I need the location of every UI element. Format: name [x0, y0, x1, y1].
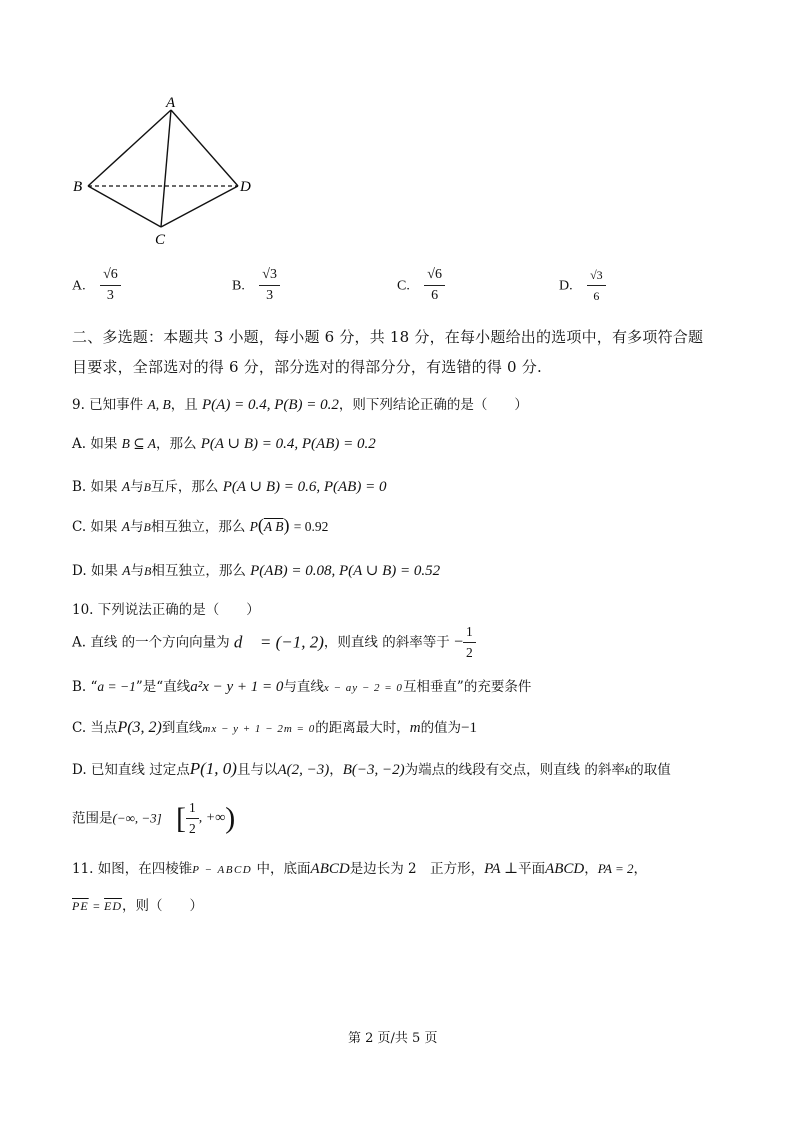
q9-option-d-var-a: A: [122, 563, 131, 578]
q9-option-c-text-2: 与: [129, 519, 144, 535]
q10-option-c-m: m: [409, 720, 421, 736]
q10-option-a: [72, 623, 476, 662]
q10-option-b-line1: a²x − y + 1 = 0: [190, 679, 284, 695]
edge-bc: [88, 186, 161, 227]
q10-option-c-line: mx − y + 1 − 2m = 0: [202, 723, 316, 735]
section-heading-line2: 目要求，全部选对的得 6 分，部分选对的得部分分，有选错的得 0 分.: [72, 358, 542, 376]
fraction-denominator: 6: [593, 289, 600, 303]
q10-option-a-sign: −: [454, 633, 464, 651]
q11-plane: ABCD: [545, 861, 585, 877]
q9-option-c-text: C. 如果: [72, 519, 118, 535]
q10-option-c-text-4: 的值为: [420, 720, 462, 736]
q10-option-a-fraction: [463, 623, 476, 662]
q10-option-b-text: B. “: [72, 679, 98, 695]
q9-option-c: C. 如果 A与B相互独立，那么 P(A B) = 0.92: [72, 515, 329, 535]
q9-events: A, B: [147, 397, 171, 412]
q10-option-d-text-6: 范围是: [72, 810, 113, 827]
q10-option-c-value: −1: [461, 720, 478, 736]
q10-option-d-text-5: 的取值: [630, 762, 671, 778]
q10-option-d-fraction: [186, 799, 199, 838]
edge-ab: [88, 110, 171, 186]
q9-option-c-p: P: [249, 519, 258, 534]
q10-option-a-text-2: ，则直线 的斜率等于: [323, 634, 450, 651]
q11-stem-line2: [72, 894, 203, 914]
q9-option-b-math: P(A ∪ B) = 0.6, P(AB) = 0: [222, 479, 387, 495]
vertex-label-a: A: [166, 95, 176, 111]
q9-stem-text-2: ，且: [170, 397, 198, 413]
q8-option-b: [232, 266, 280, 305]
q9-option-b-text-2: 与: [130, 479, 144, 495]
q9-stem: [72, 393, 528, 414]
fraction-denominator: 3: [106, 288, 114, 303]
q9-option-b-var-b: B: [143, 480, 151, 494]
q9-option-d-var-b: B: [143, 564, 152, 578]
option-label: C.: [397, 278, 410, 294]
q11-text-4: 平面: [518, 861, 546, 877]
option-label: A.: [72, 278, 86, 294]
q10-option-c-text-2: 到直线: [161, 720, 203, 736]
q9-stem-text-3: ，则下列结论正确的是（ ）: [338, 397, 528, 413]
q11-text-6: ，: [633, 861, 647, 877]
q11-text: 11. 如图，在四棱锥: [72, 861, 193, 877]
q9-option-c-var-b: B: [143, 520, 151, 534]
q11-base: ABCD: [310, 861, 350, 877]
q10-option-d-range1: (−∞, −3]: [112, 810, 162, 826]
fraction-numerator: 1: [186, 799, 199, 819]
q8-option-c: [397, 266, 445, 305]
q10-option-b-condition: a = −1: [97, 679, 136, 694]
fraction: [259, 266, 280, 305]
q9-option-c-complement: A B: [263, 519, 284, 534]
q10-option-c: [72, 716, 477, 737]
q11-text-2: 中，底面: [256, 861, 311, 877]
q10-option-b-text-2: ”是“直线: [135, 679, 191, 695]
q10-option-d-text: D. 已知直线 过定点: [72, 762, 190, 778]
fraction-numerator: √6: [100, 266, 121, 286]
section-heading-line1: 二、多选题：本题共 3 小题，每小题 6 分，共 18 分，在每小题给出的选项中，有多项符合题: [72, 328, 704, 346]
q9-option-a-condition: B ⊆ A: [121, 436, 156, 451]
q9-option-b-text-3: 互斥，那么: [150, 479, 219, 495]
q9-option-c-var-a: A: [121, 519, 130, 534]
q9-option-d-text-2: 与: [130, 563, 144, 579]
fraction: [587, 266, 606, 305]
vertex-label-b: B: [73, 179, 83, 195]
q10-option-d-range2: , +∞: [198, 810, 226, 826]
fraction-numerator: 1: [463, 623, 476, 643]
q9-option-c-value: = 0.92: [293, 519, 329, 534]
q11-text-5: ，: [584, 861, 598, 877]
q10-option-b-line2: x − ay − 2 = 0: [323, 682, 403, 694]
q10-option-d-text-4: 为端点的线段有交点，则直线 的斜率: [404, 762, 625, 778]
option-label: D.: [559, 278, 573, 294]
vertex-label-c: C: [155, 232, 166, 248]
q11-perpendicular: PA ⊥: [484, 861, 519, 877]
q9-option-c-text-3: 相互独立，那么: [150, 519, 246, 535]
q9-option-b-text: B. 如果: [72, 479, 118, 495]
vertex-label-d: D: [240, 179, 251, 195]
q10-option-c-point: P(3, 2): [117, 719, 162, 736]
q10-option-d-line2: 范围是(−∞, −3] [ $\frac{1}{2}$ , +∞): [72, 800, 236, 836]
q11-text-3: 是边长为 2 正方形，: [349, 861, 485, 877]
q11-vector-pe: $\overline{PE}$: [72, 899, 89, 913]
q9-given-probabilities: P(A) = 0.4, P(B) = 0.2: [202, 397, 339, 413]
q10-option-a-text: A. 直线 的一个方向向量为: [72, 634, 230, 651]
option-label: B.: [232, 278, 245, 294]
q10-option-d-point-b: B(−3, −2): [342, 762, 405, 778]
q11-equals: =: [92, 899, 100, 913]
edge-cd: [161, 186, 238, 227]
tetrahedron-figure: [60, 90, 270, 255]
edge-ad: [171, 110, 238, 186]
q11-stem-line1: [72, 857, 647, 878]
fraction: [100, 266, 121, 305]
fraction-denominator: 2: [189, 821, 196, 836]
q9-option-a-math: P(A ∪ B) = 0.4, P(AB) = 0.2: [200, 436, 376, 452]
fraction: [424, 266, 445, 305]
q9-stem-text: 9. 已知事件: [72, 397, 144, 413]
q10-option-d-text-3: ，: [329, 762, 343, 778]
fraction-denominator: 2: [466, 645, 473, 660]
page-footer: 第 2 页/共 5 页: [348, 1031, 438, 1046]
q9-option-d-text: D. 如果: [72, 563, 118, 579]
q10-option-a-vector: d⃗ = (−1, 2): [233, 632, 324, 652]
fraction-numerator: √3: [259, 266, 280, 286]
q9-option-d: [72, 559, 440, 580]
q8-option-d: [559, 266, 606, 305]
q9-option-b: [72, 475, 386, 496]
q11-pa-length: PA = 2: [597, 861, 634, 876]
q10-option-d-k: k: [624, 763, 631, 777]
fraction-numerator: √3: [587, 266, 606, 286]
edge-ac: [161, 110, 171, 227]
q10-stem: 10. 下列说法正确的是（ ）: [72, 602, 260, 618]
q11-vector-ed: $\overline{ED}$: [104, 899, 123, 913]
fraction-denominator: 3: [266, 288, 274, 303]
q8-option-a: [72, 266, 121, 305]
q10-option-b-text-3: 与直线: [283, 679, 324, 695]
q9-option-d-math: P(AB) = 0.08, P(A ∪ B) = 0.52: [250, 563, 441, 579]
fraction-denominator: 6: [431, 288, 439, 303]
q10-option-d-line1: [72, 758, 671, 779]
q9-option-d-text-3: 相互独立，那么: [151, 563, 246, 579]
q9-option-a-text-2: ，那么: [155, 436, 197, 452]
q9-option-a-text: A. 如果: [72, 436, 118, 452]
q10-option-d-point-a: A(2, −3): [277, 762, 330, 778]
q10-option-b: [72, 675, 531, 696]
q11-text-7: ，则（ ）: [122, 898, 204, 914]
q10-option-d-text-2: 且与以: [236, 762, 278, 778]
q9-option-b-var-a: A: [121, 479, 131, 494]
q10-option-c-text-3: 的距离最大时，: [315, 720, 410, 736]
q9-option-a: [72, 432, 376, 453]
q10-option-d-point-p: P(1, 0): [189, 759, 237, 778]
q11-pyramid: P − ABCD: [192, 864, 253, 876]
fraction-numerator: √6: [424, 266, 445, 286]
q10-option-b-text-4: 互相垂直”的充要条件: [402, 679, 532, 695]
q10-option-c-text: C. 当点: [72, 720, 118, 736]
